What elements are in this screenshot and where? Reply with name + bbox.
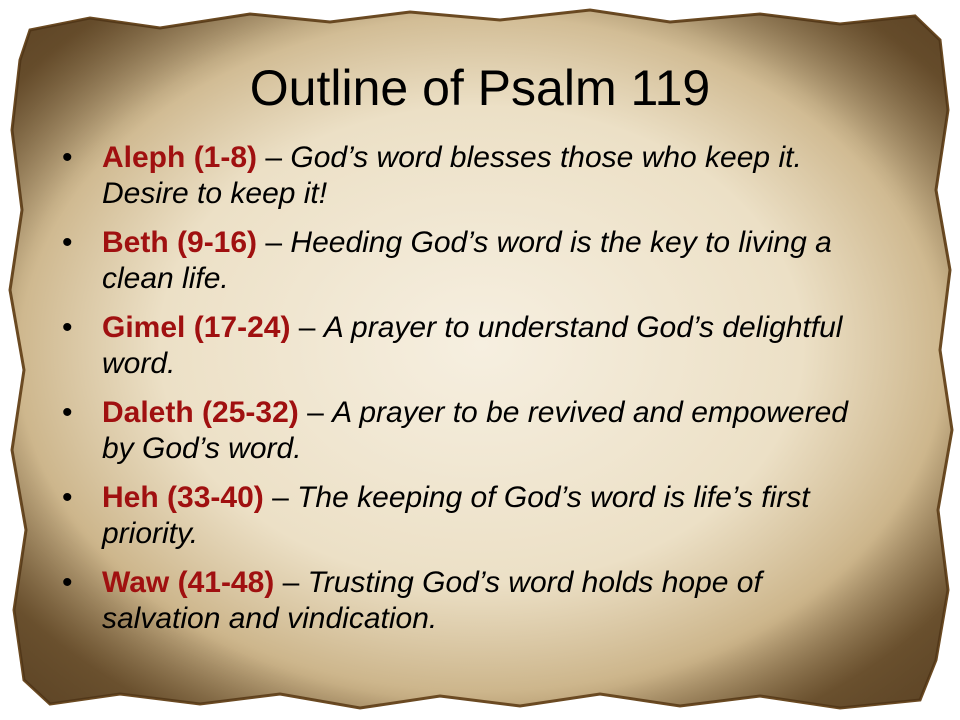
- section-description: The keeping of God’s word is life’s first priority.: [102, 481, 810, 550]
- section-description: God’s word blesses those who keep it. Desire to keep it!: [102, 141, 802, 210]
- section-name: Aleph: [102, 141, 186, 174]
- section-description: A prayer to understand God’s delightful word.: [102, 311, 843, 380]
- section-description: A prayer to be revived and empowered by God’s word.: [102, 396, 848, 465]
- bullet-icon: •: [62, 481, 73, 514]
- section-name: Daleth: [102, 396, 194, 429]
- section-name: Heh: [102, 481, 159, 514]
- verse-range: (25-32): [202, 396, 299, 429]
- verse-range: (1-8): [193, 141, 258, 174]
- separator: –: [290, 311, 324, 344]
- separator: –: [257, 226, 291, 259]
- outline-list: [62, 140, 882, 650]
- list-item: [62, 225, 882, 297]
- section-name: Waw: [102, 566, 170, 599]
- list-item: [62, 310, 882, 382]
- list-item: [62, 140, 882, 212]
- section-name: Beth: [102, 226, 169, 259]
- bullet-icon: •: [62, 141, 73, 174]
- bullet-icon: •: [62, 566, 73, 599]
- list-item: [62, 565, 882, 637]
- separator: –: [257, 141, 291, 174]
- verse-range: (17-24): [193, 311, 291, 344]
- bullet-icon: •: [62, 311, 73, 344]
- section-description: Trusting God’s word holds hope of salvation and vindication.: [102, 566, 762, 635]
- slide-title: Outline of Psalm 119: [249, 60, 711, 116]
- separator: –: [298, 396, 333, 429]
- section-description: Heeding God’s word is the key to living a clean life.: [102, 226, 832, 295]
- list-item: [62, 480, 882, 552]
- separator: –: [274, 566, 308, 599]
- bullet-icon: •: [62, 226, 73, 259]
- verse-range: (41-48): [177, 566, 275, 599]
- bullet-icon: •: [62, 396, 73, 429]
- verse-range: (33-40): [167, 481, 264, 514]
- verse-range: (9-16): [177, 226, 258, 259]
- separator: –: [263, 481, 298, 514]
- section-name: Gimel: [102, 311, 186, 344]
- list-item: [62, 395, 882, 467]
